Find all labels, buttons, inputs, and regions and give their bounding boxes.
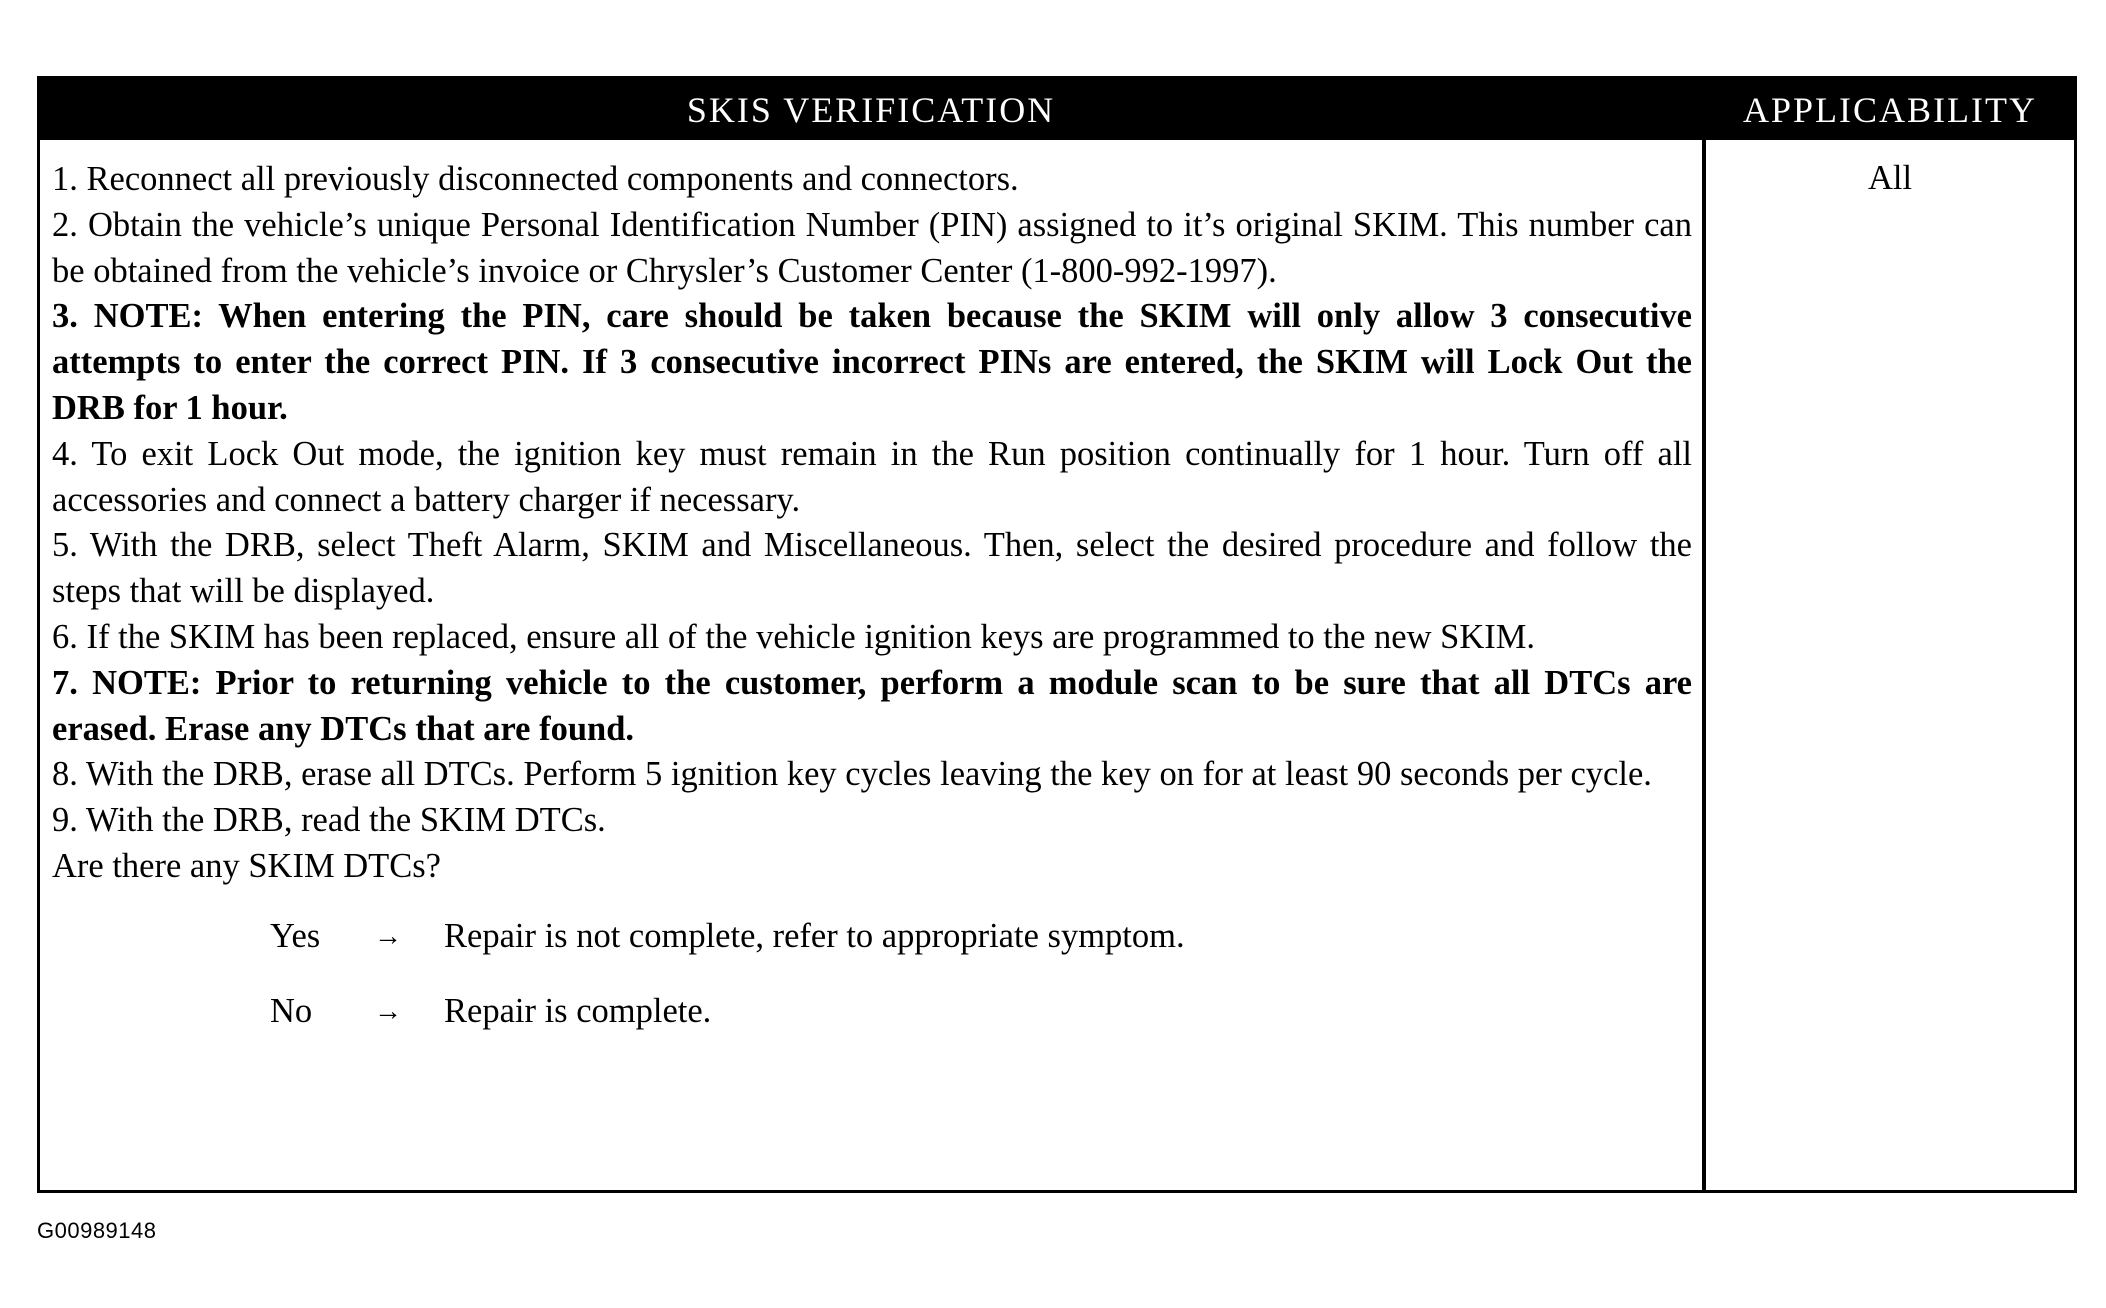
question: Are there any SKIM DTCs?: [52, 846, 441, 885]
step-1: 1. Reconnect all previously disconnected components and connectors.: [52, 160, 1019, 198]
outcome-yes-text: Repair is not complete, refer to appropriate symptom.: [444, 916, 1185, 955]
step-6: 6. If the SKIM has been replaced, ensure all of the vehicle ignition keys are programmed to the new SKIM.: [52, 617, 1536, 656]
step-9: 9. With the DRB, read the SKIM DTCs.: [52, 801, 606, 840]
step-5: 5. With the DRB, select Theft Alarm, SKIM and Miscellaneous. Then, select the desired procedure and follow the steps that will be displayed.: [52, 526, 1692, 611]
outcome-no-label: No: [270, 991, 313, 1030]
step-3-note: 3. NOTE: When entering the PIN, care should be taken because the SKIM will only allow 3 consecutive attempts to enter the correct PIN. If 3 consecutive incorrect PINs are entered, the SKIM will Lock Out the DRB for 1 hour.: [52, 297, 1692, 427]
arrow-right-icon: →: [374, 995, 402, 1027]
outcome-no-text: Repair is complete.: [444, 991, 712, 1030]
applicability-header: APPLICABILITY: [1743, 89, 2037, 130]
column-divider: [1702, 79, 1706, 1190]
step-2: 2. Obtain the vehicle’s unique Personal Identification Number (PIN) assigned to it’s original SKIM. This number can be obtained from the vehicle’s invoice or Chrysler’s Customer Center (1-800-992-1997).: [52, 205, 1692, 290]
table-header-row: [40, 79, 2074, 140]
step-8: 8. With the DRB, erase all DTCs. Perform 5 ignition key cycles leaving the key on for at least 90 seconds per cycle.: [52, 755, 1652, 794]
outcome-yes: [52, 890, 1692, 965]
procedure-steps: [52, 157, 1692, 1040]
table-title: SKIS VERIFICATION: [686, 89, 1056, 130]
skis-verification-table: [37, 76, 2077, 1193]
applicability-value: All: [1867, 159, 1913, 197]
figure-id: G00989148: [37, 1218, 157, 1243]
step-4: 4. To exit Lock Out mode, the ignition key must remain in the Run position continually for 1 hour. Turn off all accessories and connect a battery charger if necessary.: [52, 434, 1692, 519]
step-7-note: 7. NOTE: Prior to returning vehicle to the customer, perform a module scan to be sure that all DTCs are erased. Erase any DTCs that are found.: [52, 663, 1692, 748]
outcome-no: [52, 965, 1692, 1040]
outcome-yes-label: Yes: [270, 916, 321, 955]
arrow-right-icon: →: [374, 920, 402, 952]
